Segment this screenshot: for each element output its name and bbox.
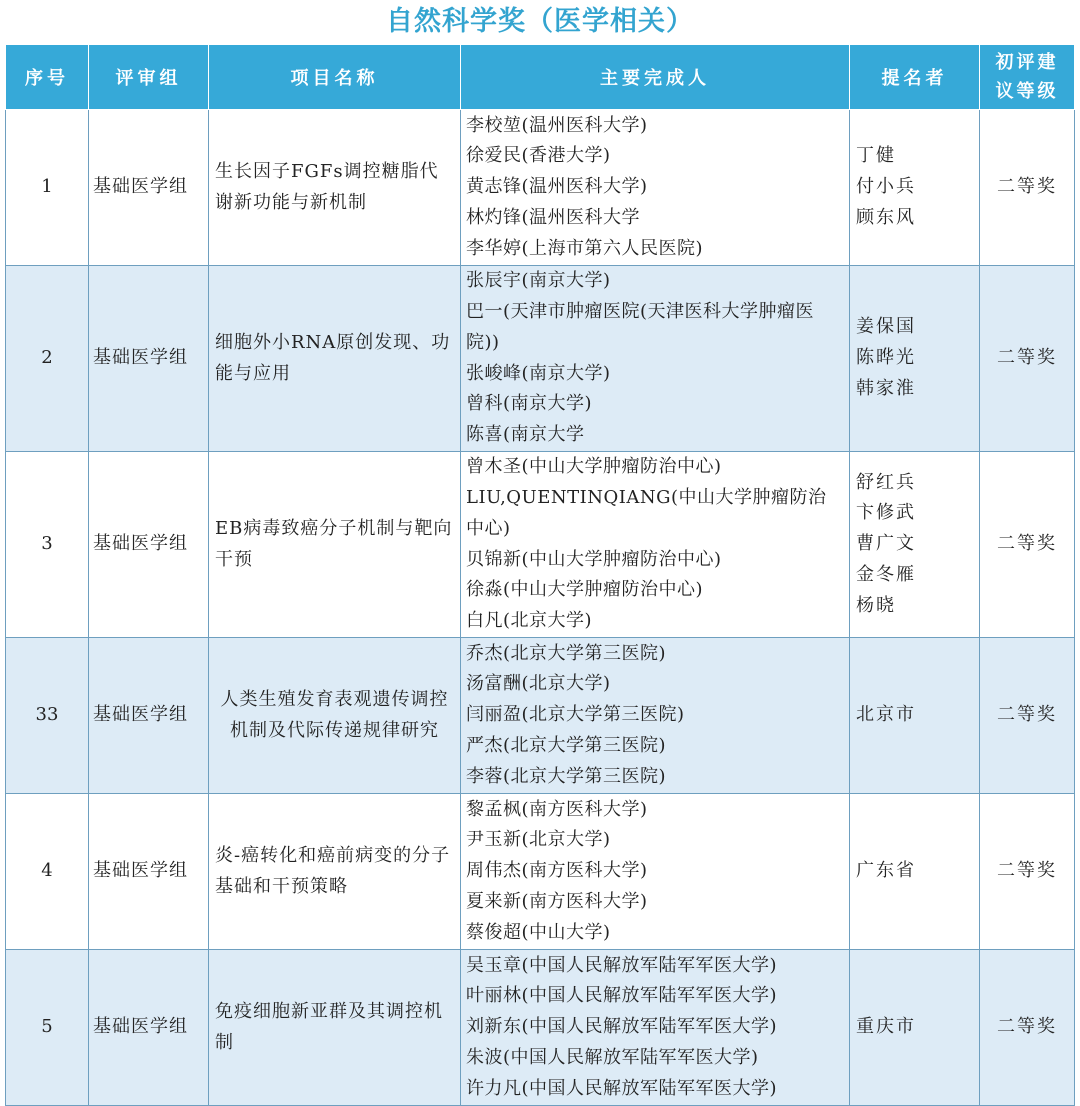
nominator: 韩家淮: [856, 377, 916, 399]
cell-project: 人类生殖发育表观遗传调控机制及代际传递规律研究: [209, 638, 461, 794]
nominator: 重庆市: [856, 1016, 916, 1038]
person: 汤富酬(北京大学): [466, 673, 611, 695]
nominator: 顾东风: [856, 206, 916, 228]
cell-no: 3: [6, 452, 89, 638]
cell-level: 二等奖: [980, 110, 1075, 266]
cell-group: 基础医学组: [89, 950, 209, 1106]
person: 张辰宇(南京大学): [466, 270, 611, 292]
nominator: 付小兵: [856, 176, 916, 198]
person: 夏来新(南方医科大学): [466, 890, 648, 912]
cell-nominator: [850, 452, 980, 638]
header-level-line2: 议等级: [995, 81, 1059, 102]
page-title: 自然科学奖（医学相关）: [386, 6, 694, 37]
table-row: [6, 794, 1075, 950]
person: 闫丽盈(北京大学第三医院): [466, 704, 685, 726]
nominator: 丁健: [856, 145, 896, 167]
header-row: [6, 45, 1075, 110]
header-people: 主要完成人: [461, 45, 850, 110]
person: 李华婷(上海市第六人民医院): [466, 237, 704, 259]
cell-group: 基础医学组: [89, 266, 209, 452]
cell-group: 基础医学组: [89, 110, 209, 266]
header-level: [980, 45, 1075, 110]
person: 曾科(南京大学): [466, 393, 593, 415]
header-no: 序号: [6, 45, 89, 110]
person: 白凡(北京大学): [466, 610, 593, 632]
person: 严杰(北京大学第三医院): [466, 734, 667, 756]
person: 周伟杰(南方医科大学): [466, 860, 648, 882]
cell-project: 生长因子FGFs调控糖脂代谢新功能与新机制: [209, 110, 461, 266]
cell-group: 基础医学组: [89, 794, 209, 950]
person: 黎孟枫(南方医科大学): [466, 798, 648, 820]
header-level-line1: 初评建: [995, 52, 1059, 73]
person: 黄志锋(温州医科大学): [466, 176, 648, 198]
person: 叶丽林(中国人民解放军陆军军医大学): [466, 985, 778, 1007]
nominator: 广东省: [856, 860, 916, 882]
cell-nominator: [850, 638, 980, 794]
nominator: 姜保国: [856, 316, 916, 338]
cell-level: 二等奖: [980, 638, 1075, 794]
person: 尹玉新(北京大学): [466, 829, 611, 851]
cell-people: [461, 950, 850, 1106]
person: 徐爱民(香港大学): [466, 145, 611, 167]
cell-people: [461, 794, 850, 950]
cell-project: 细胞外小RNA原创发现、功能与应用: [209, 266, 461, 452]
cell-no: 5: [6, 950, 89, 1106]
person: 刘新东(中国人民解放军陆军军医大学): [466, 1016, 778, 1038]
table-row: [6, 266, 1075, 452]
person: 李蓉(北京大学第三医院): [466, 765, 667, 787]
person: 李校堃(温州医科大学): [466, 114, 648, 136]
header-project: 项目名称: [209, 45, 461, 110]
table-row: [6, 110, 1075, 266]
person: 吴玉章(中国人民解放军陆军军医大学): [466, 954, 778, 976]
person: 徐淼(中山大学肿瘤防治中心): [466, 579, 704, 601]
header-group: 评审组: [89, 45, 209, 110]
person: 许力凡(中国人民解放军陆军军医大学): [466, 1077, 778, 1099]
person: 蔡俊超(中山大学): [466, 921, 611, 943]
cell-people: [461, 452, 850, 638]
cell-no: 4: [6, 794, 89, 950]
cell-group: 基础医学组: [89, 452, 209, 638]
cell-level: 二等奖: [980, 266, 1075, 452]
table-row: [6, 638, 1075, 794]
person: 朱波(中国人民解放军陆军军医大学): [466, 1046, 759, 1068]
awards-table: [5, 44, 1075, 1106]
table-row: [6, 950, 1075, 1106]
nominator: 金冬雁: [856, 563, 916, 585]
cell-people: [461, 110, 850, 266]
cell-project: 炎-癌转化和癌前病变的分子基础和干预策略: [209, 794, 461, 950]
nominator: 曹广文: [856, 533, 916, 555]
cell-nominator: [850, 110, 980, 266]
cell-nominator: [850, 950, 980, 1106]
cell-level: 二等奖: [980, 452, 1075, 638]
cell-nominator: [850, 794, 980, 950]
table-row: [6, 452, 1075, 638]
person: 林灼锋(温州医科大学: [466, 206, 641, 228]
person: 曾木圣(中山大学肿瘤防治中心): [466, 456, 722, 478]
cell-level: 二等奖: [980, 794, 1075, 950]
cell-level: 二等奖: [980, 950, 1075, 1106]
nominator: 杨晓: [856, 594, 896, 616]
person: 陈喜(南京大学: [466, 424, 585, 446]
nominator: 北京市: [856, 704, 916, 726]
nominator: 卞修武: [856, 502, 916, 524]
cell-no: 2: [6, 266, 89, 452]
person: 贝锦新(中山大学肿瘤防治中心): [466, 548, 722, 570]
person: 张峻峰(南京大学): [466, 362, 611, 384]
cell-no: 33: [6, 638, 89, 794]
nominator: 舒红兵: [856, 471, 916, 493]
cell-people: [461, 266, 850, 452]
cell-project: 免疫细胞新亚群及其调控机制: [209, 950, 461, 1106]
header-nominator: 提名者: [850, 45, 980, 110]
cell-people: [461, 638, 850, 794]
cell-no: 1: [6, 110, 89, 266]
cell-nominator: [850, 266, 980, 452]
person: LIU,QUENTINQIANG(中山大学肿瘤防治中心): [466, 486, 827, 539]
person: 巴一(天津市肿瘤医院(天津医科大学肿瘤医院)): [466, 300, 815, 353]
cell-project: EB病毒致癌分子机制与靶向干预: [209, 452, 461, 638]
cell-group: 基础医学组: [89, 638, 209, 794]
nominator: 陈晔光: [856, 347, 916, 369]
person: 乔杰(北京大学第三医院): [466, 642, 667, 664]
